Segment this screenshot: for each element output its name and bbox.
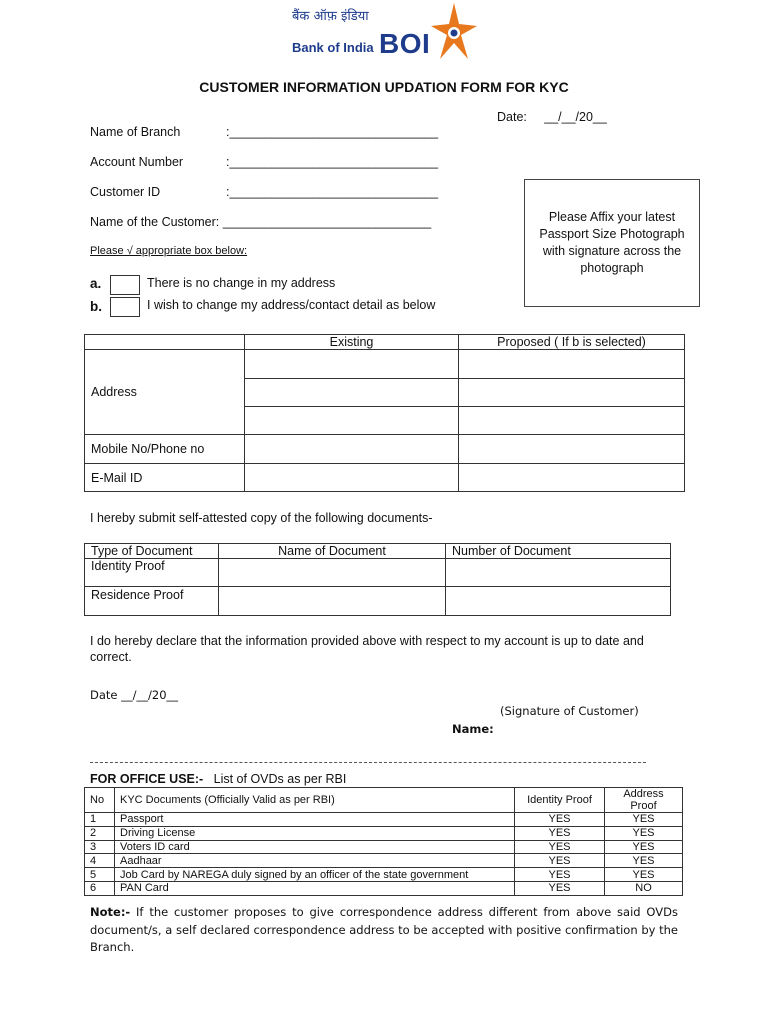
mobile-label: Mobile No/Phone no <box>85 435 245 464</box>
submit-documents-text: I hereby submit self-attested copy of the following documents- <box>90 511 433 525</box>
address-label: Address <box>85 350 245 435</box>
existing-address-line-3[interactable] <box>245 407 459 435</box>
address-table <box>84 334 685 492</box>
proposed-mobile-cell[interactable] <box>459 435 685 464</box>
office-use-heading <box>90 772 346 786</box>
proposed-address-line-1[interactable] <box>459 350 685 379</box>
proposed-email-cell[interactable] <box>459 464 685 492</box>
identity-proof-name-cell[interactable] <box>219 559 446 587</box>
doc-name-header: Name of Document <box>219 544 446 559</box>
ovd-address: YES <box>605 826 683 840</box>
logo-english-text: Bank of India <box>292 40 374 55</box>
ovd-no: 6 <box>85 881 115 895</box>
email-label: E-Mail ID <box>85 464 245 492</box>
proposed-header: Proposed ( If b is selected) <box>459 335 685 350</box>
account-number-label: Account Number <box>90 155 184 169</box>
logo-hindi-text: बैंक ऑफ़ इंडिया <box>292 9 369 24</box>
option-a-text: There is no change in my address <box>147 276 336 290</box>
proposed-address-line-2[interactable] <box>459 379 685 407</box>
ovd-address: YES <box>605 813 683 827</box>
ovd-identity: YES <box>515 881 605 895</box>
note-label: Note:- <box>90 905 131 919</box>
option-a-letter: a. <box>90 276 102 291</box>
ovd-identity: YES <box>515 826 605 840</box>
ovd-no: 4 <box>85 854 115 868</box>
tick-instruction: Please √ appropriate box below: <box>90 245 248 257</box>
ovd-no: 1 <box>85 813 115 827</box>
ovd-doc: Job Card by NAREGA duly signed by an officer of the state government <box>115 868 515 882</box>
logo-abbr: BOI <box>379 28 431 59</box>
divider <box>90 762 646 763</box>
documents-table <box>84 543 671 616</box>
ovd-address-header: Address Proof <box>605 788 683 813</box>
star-icon <box>430 2 478 60</box>
residence-proof-label: Residence Proof <box>85 587 219 616</box>
note-text: If the customer proposes to give correspondence address different from above said OVDs document/s, a self declared correspondence address to be accepted with positive confirmation by the Branch. <box>90 905 678 954</box>
ovd-address: YES <box>605 840 683 854</box>
table-row <box>85 826 683 840</box>
table-row <box>85 881 683 895</box>
ovd-identity: YES <box>515 813 605 827</box>
ovd-address: YES <box>605 868 683 882</box>
declaration-text: I do hereby declare that the information provided above with respect to my account is up to date and correct. <box>90 634 644 664</box>
table-row <box>85 840 683 854</box>
existing-mobile-cell[interactable] <box>245 435 459 464</box>
signature-label: (Signature of Customer) <box>500 704 639 718</box>
note-paragraph <box>90 904 678 957</box>
ovd-no: 5 <box>85 868 115 882</box>
identity-proof-number-cell[interactable] <box>446 559 671 587</box>
photo-placeholder <box>524 179 700 307</box>
proposed-address-line-3[interactable] <box>459 407 685 435</box>
customer-id-input[interactable]: :______________________________ <box>226 185 439 199</box>
ovd-no: 2 <box>85 826 115 840</box>
identity-proof-label: Identity Proof <box>85 559 219 587</box>
table-row <box>85 868 683 882</box>
doc-type-header: Type of Document <box>85 544 219 559</box>
branch-label: Name of Branch <box>90 125 181 139</box>
residence-proof-name-cell[interactable] <box>219 587 446 616</box>
option-a-checkbox[interactable] <box>110 275 140 295</box>
bank-logo <box>292 2 482 60</box>
existing-header: Existing <box>245 335 459 350</box>
ovd-identity-header: Identity Proof <box>515 788 605 813</box>
name-label: Name: <box>452 722 494 736</box>
form-title: CUSTOMER INFORMATION UPDATION FORM FOR KYC <box>199 79 569 95</box>
ovd-address: YES <box>605 854 683 868</box>
date-field[interactable]: Date: __/__/20__ <box>497 110 607 124</box>
ovd-doc: Driving License <box>115 826 515 840</box>
option-b-checkbox[interactable] <box>110 297 140 317</box>
existing-address-line-2[interactable] <box>245 379 459 407</box>
ovd-no-header: No <box>85 788 115 813</box>
option-b-letter: b. <box>90 299 102 314</box>
address-header-blank <box>85 335 245 350</box>
office-use-bold: FOR OFFICE USE:- <box>90 772 204 786</box>
ovd-doc: Aadhaar <box>115 854 515 868</box>
customer-id-label: Customer ID <box>90 185 161 199</box>
ovd-doc: PAN Card <box>115 881 515 895</box>
ovd-doc: Voters ID card <box>115 840 515 854</box>
table-row <box>85 854 683 868</box>
doc-number-header: Number of Document <box>446 544 671 559</box>
ovd-no: 3 <box>85 840 115 854</box>
customer-name-field[interactable]: Name of the Customer: ______________________________ <box>90 215 432 229</box>
office-use-rest: List of OVDs as per RBI <box>213 772 347 786</box>
table-row <box>85 813 683 827</box>
date-bottom[interactable]: Date __/__/20__ <box>90 688 179 702</box>
ovd-doc-header: KYC Documents (Officially Valid as per RBI) <box>115 788 515 813</box>
account-number-input[interactable]: :______________________________ <box>226 155 439 169</box>
ovd-address: NO <box>605 881 683 895</box>
residence-proof-number-cell[interactable] <box>446 587 671 616</box>
existing-address-line-1[interactable] <box>245 350 459 379</box>
ovd-doc: Passport <box>115 813 515 827</box>
photo-instruction: Please Affix your latest Passport Size Photograph with signature across the photograph <box>539 210 685 275</box>
branch-input[interactable]: :______________________________ <box>226 125 439 139</box>
existing-email-cell[interactable] <box>245 464 459 492</box>
ovd-identity: YES <box>515 840 605 854</box>
ovd-identity: YES <box>515 868 605 882</box>
option-b-text: I wish to change my address/contact detail as below <box>147 298 436 312</box>
ovd-identity: YES <box>515 854 605 868</box>
ovd-table <box>84 787 683 896</box>
